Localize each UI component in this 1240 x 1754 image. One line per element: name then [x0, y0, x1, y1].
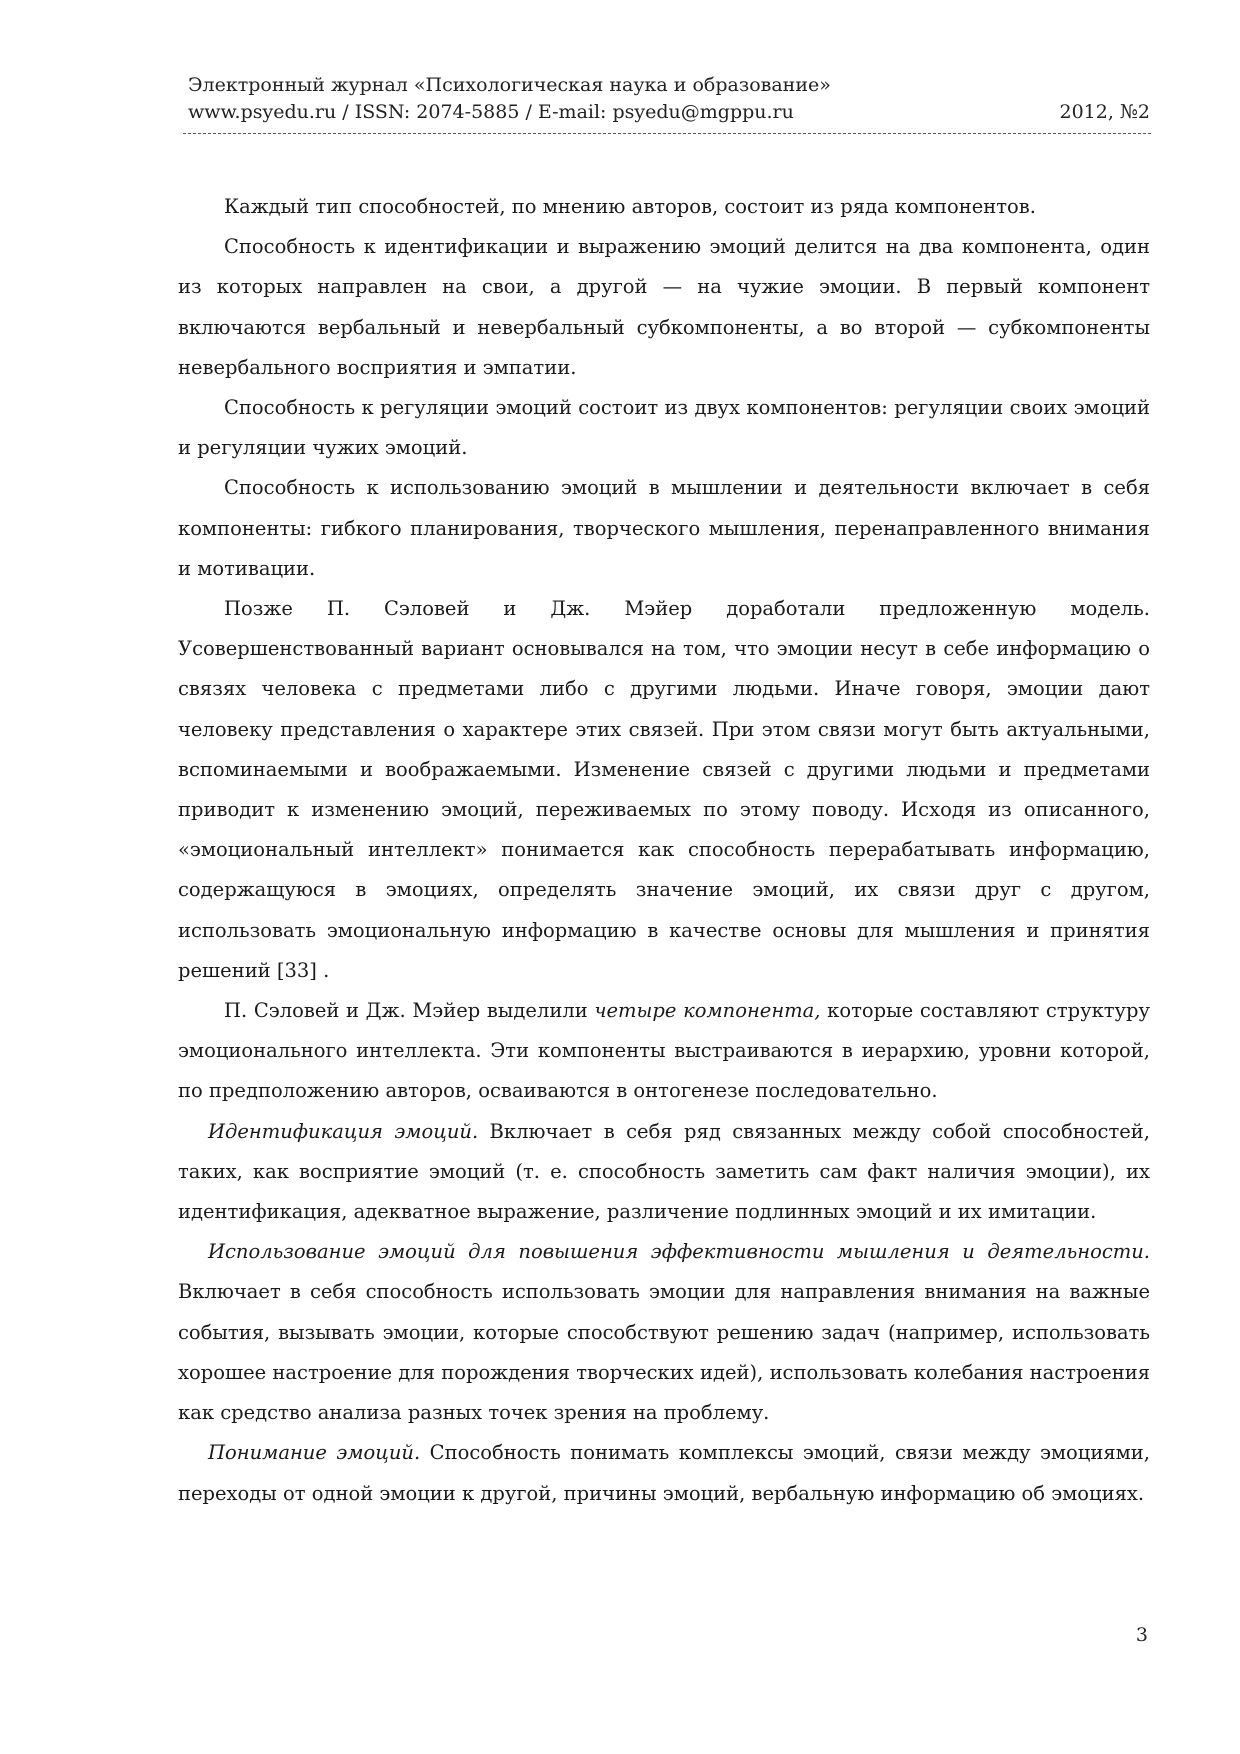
paragraph-9-heading: Понимание эмоций. [208, 1441, 421, 1465]
page-number: 3 [1135, 1624, 1148, 1646]
header-divider [183, 133, 1151, 134]
paragraph-4: Способность к использованию эмоций в мышлении и деятельности включает в себя компоненты: гибкого планирования, творческого мышления, перенаправленного внимания и мотивации. [178, 476, 1150, 580]
paragraph-7-text: Включает в себя ряд связанных между собой способностей, таких, как восприятие эмоций (т. е. способность заметить сам факт наличия эмоции), их идентификация, адекватное выражение, различение подлинных эмоций и их имитации. [178, 1119, 1150, 1224]
journal-title: Электронный журнал «Психологическая наука и образование» [188, 74, 831, 96]
paragraph-3: Способность к регуляции эмоций состоит из двух компонентов: регуляции своих эмоций и регуляции чужих эмоций. [178, 396, 1150, 460]
paragraph-6-lead: П. Сэловей и Дж. Мэйер выделили [224, 999, 595, 1023]
issue-number: 2012, №2 [1059, 101, 1150, 123]
paragraph-2: Способность к идентификации и выражению эмоций делится на два компонента, один из которых направлен на свои, а другой — на чужие эмоции. В первый компонент включаются вербальный и невербальный субкомпоненты, а во второй — субкомпоненты невербального восприятия и эмпатии. [178, 235, 1150, 379]
paragraph-9 [178, 1433, 1150, 1513]
paragraph-1: Каждый тип способностей, по мнению авторов, состоит из ряда компонентов. [224, 195, 1036, 218]
paragraph-8 [178, 1232, 1150, 1433]
article-body [178, 187, 1150, 1514]
paragraph-7-heading: Идентификация эмоций. [208, 1119, 479, 1143]
page-header [188, 72, 1150, 126]
header-meta-row [188, 99, 1150, 126]
paragraph-6 [178, 991, 1150, 1112]
paragraph-9-text: Способность понимать комплексы эмоций, связи между эмоциями, переходы от одной эмоции к другой, причины эмоций, вербальную информацию об эмоциях. [178, 1441, 1150, 1505]
paragraph-6-emphasis: четыре компонента, [594, 999, 821, 1023]
paragraph-8-text: Включает в себя способность использовать эмоции для направления внимания на важные события, вызывать эмоции, которые способствуют решению задач (например, использовать хорошее настроение для порождения творческих идей), использовать колебания настроения как средство анализа разных точек зрения на проблему. [178, 1280, 1150, 1425]
journal-contacts: www.psyedu.ru / ISSN: 2074-5885 / E-mail: psyedu@mgppu.ru [188, 101, 794, 123]
paragraph-6-rest: которые составляют структуру эмоционального интеллекта. Эти компоненты выстраиваются в иерархию, уровни которой, по предположению авторов, осваиваются в онтогенезе последовательно. [178, 999, 1150, 1103]
paragraph-5: Позже П. Сэловей и Дж. Мэйер доработали предложенную модель. Усовершенствованный вариант основывался на том, что эмоции несут в себе информацию о связях человека с предметами либо с другими людьми. Иначе говоря, эмоции дают человеку представления о характере этих связей. При этом связи могут быть актуальными, вспоминаемыми и воображаемыми. Изменение связей с другими людьми и предметами приводит к изменению эмоций, переживаемых по этому поводу. Исходя из описанного, «эмоциональный интеллект» понимается как способность перерабатывать информацию, содержащуюся в эмоциях, определять значение эмоций, их связи друг с другом, использовать эмоциональную информацию в качестве основы для мышления и принятия решений [33] . [178, 597, 1150, 982]
paragraph-8-heading: Использование эмоций для повышения эффективности мышления и деятельности. [208, 1240, 1150, 1264]
paragraph-7 [178, 1112, 1150, 1233]
